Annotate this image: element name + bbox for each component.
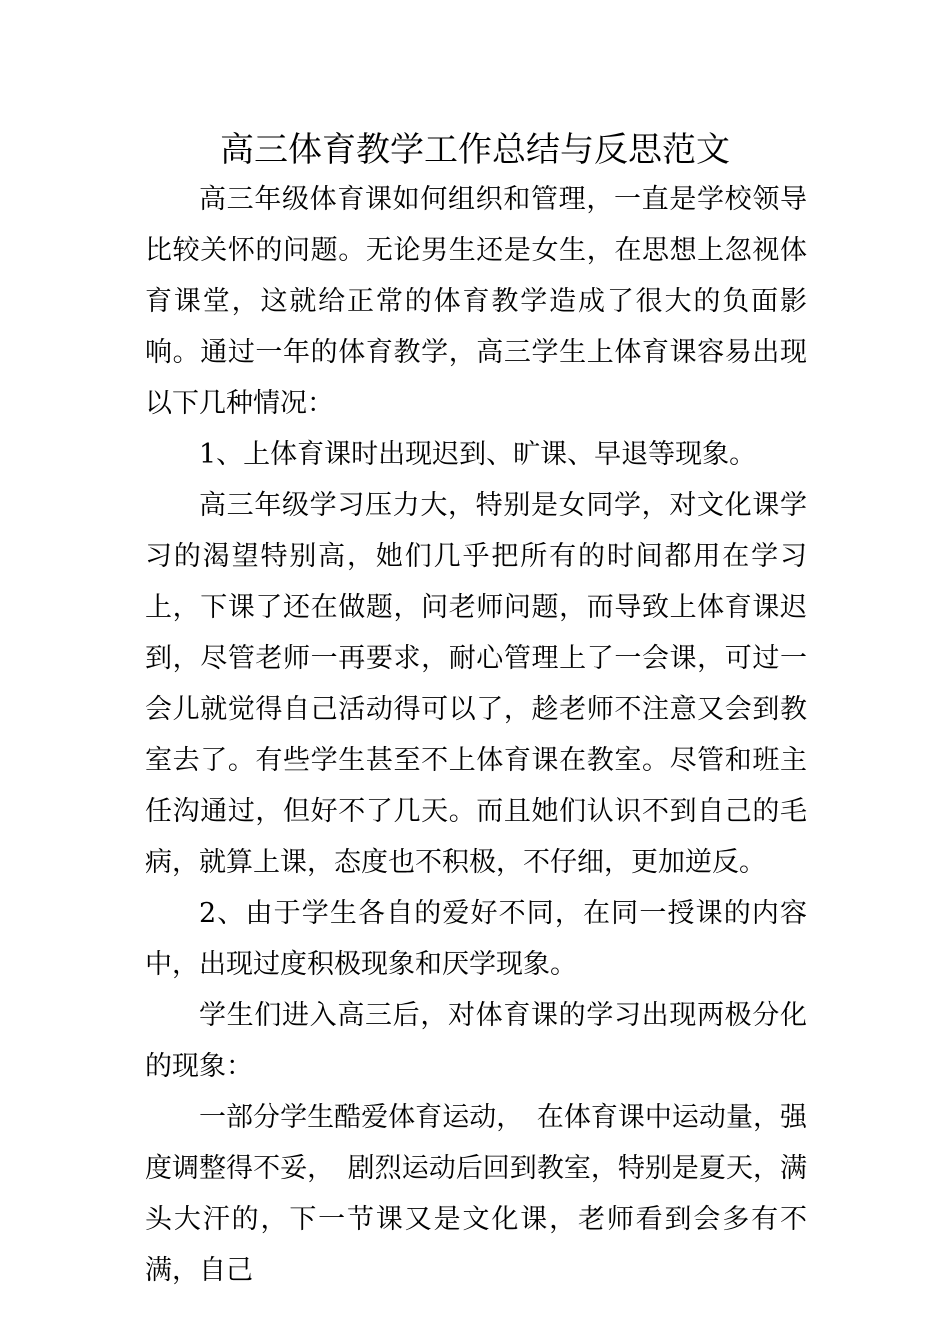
- paragraph-item-2-heading: 2、由于学生各自的爱好不同，在同一授课的内容中，出现过度积极现象和厌学现象。: [145, 898, 807, 980]
- document-title: 高三体育教学工作总结与反思范文: [220, 130, 730, 170]
- paragraph-item-2-body: 一部分学生酷爱体育运动， 在体育课中运动量，强度调整得不妥， 剧烈运动后回到教室，特别是夏天，满头大汗的，下一节课又是文化课，老师看到会多有不满，自己: [145, 1102, 807, 1286]
- paragraph-item-1-heading: 1、上体育课时出现迟到、旷课、早退等现象。: [199, 439, 757, 470]
- paragraph-intro: 高三年级体育课如何组织和管理，一直是学校领导比较关怀的问题。无论男生还是女生，在思想上忽视体育课堂，这就给正常的体育教学造成了很大的负面影响。通过一年的体育教学，高三学生上体育课容易出现以下几种情况：: [145, 184, 807, 419]
- document-body: [145, 174, 807, 1296]
- paragraph-item-2-intro: 学生们进入高三后，对体育课的学习出现两极分化的现象：: [145, 1000, 807, 1082]
- paragraph-item-1-body: 高三年级学习压力大，特别是女同学，对文化课学习的渴望特别高，她们几乎把所有的时间都用在学习上，下课了还在做题，问老师问题，而导致上体育课迟到，尽管老师一再要求，耐心管理上了一会课，可过一会儿就觉得自己活动得可以了，趁老师不注意又会到教室去了。有些学生甚至不上体育课在教室。尽管和班主任沟通过，但好不了几天。而且她们认识不到自己的毛病，就算上课，态度也不积极，不仔细，更加逆反。: [145, 490, 807, 878]
